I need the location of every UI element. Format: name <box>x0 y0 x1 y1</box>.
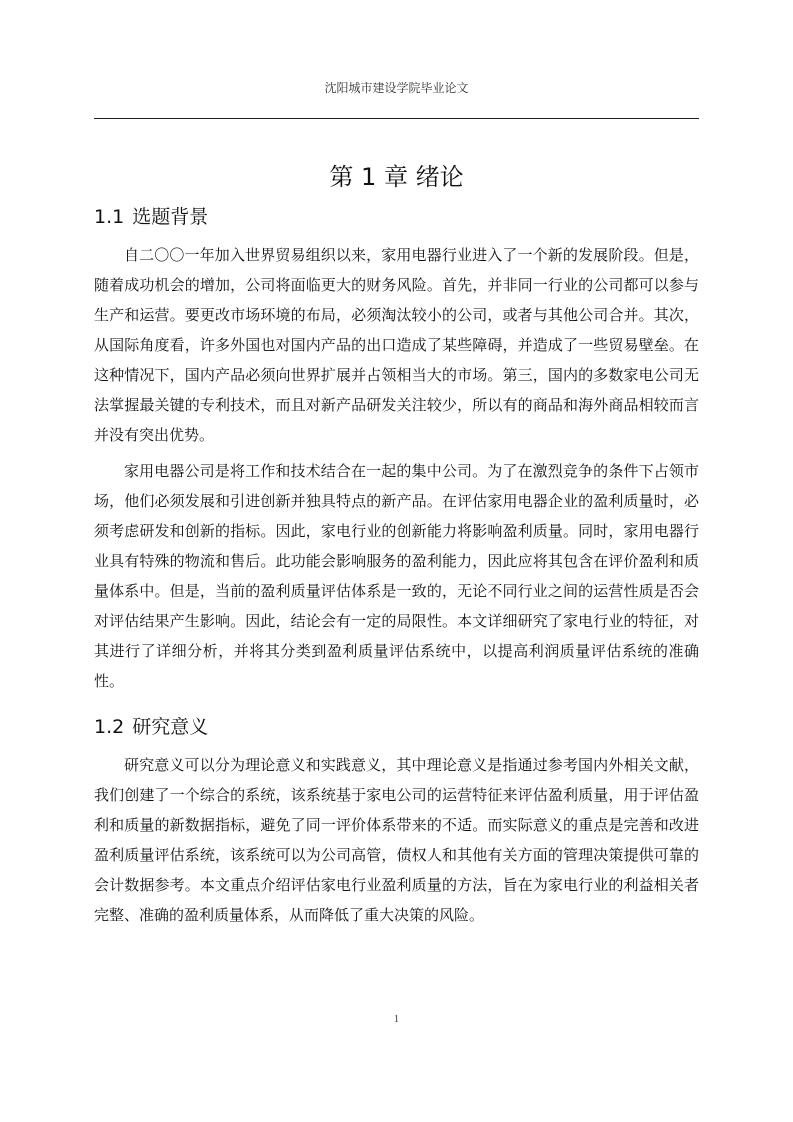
section-number: 1.2 <box>94 716 125 738</box>
section-title: 选题背景 <box>132 206 209 228</box>
chapter-title: 第 1 章 绪论 <box>329 163 464 191</box>
page-number: 1 <box>394 1014 399 1025</box>
section-title: 研究意义 <box>132 716 209 738</box>
section-heading-1-1 <box>94 203 699 231</box>
paragraph-background-1: 自二〇〇一年加入世界贸易组织以来，家用电器行业进入了一个新的发展阶段。但是，随着成功机会的增加，公司将面临更大的财务风险。首先，并非同一行业的公司都可以参与生产和运营。要更改市场环境的布局，必须淘汰较小的公司，或者与其他公司合并。其次，从国际角度看，许多外国也对国内产品的出口造成了某些障碍，并造成了一些贸易壁垒。在这种情况下，国内产品必须向世界扩展并占领相当大的市场。第三，国内的多数家电公司无法掌握最关键的专利技术，而且对新产品研发关注较少，所以有的商品和海外商品相较而言并没有突出优势。 <box>94 246 699 444</box>
paragraph-significance-1: 研究意义可以分为理论意义和实践意义，其中理论意义是指通过参考国内外相关文献，我们创建了一个综合的系统，该系统基于家电公司的运营特征来评估盈利质量，用于评估盈利和质量的新数据指标，避免了同一评价体系带来的不适。而实际意义的重点是完善和改进盈利质量评估系统，该系统可以为公司高管，债权人和其他有关方面的管理决策提供可靠的会计数据参考。本文重点介绍评估家电行业盈利质量的方法，旨在为家电行业的利益相关者完整、准确的盈利质量体系，从而降低了重大决策的风险。 <box>94 756 699 924</box>
section-number: 1.1 <box>94 206 125 228</box>
running-header: 沈阳城市建设学院毕业论文 <box>324 81 469 95</box>
paragraph-background-2: 家用电器公司是将工作和技术结合在一起的集中公司。为了在激烈竞争的条件下占领市场，他们必须发展和引进创新并独具特点的新产品。在评估家用电器企业的盈利质量时，必须考虑研发和创新的指标。因此，家电行业的创新能力将影响盈利质量。同时，家用电器行业具有特殊的物流和售后。此功能会影响服务的盈利能力，因此应将其包含在评价盈利和质量体系中。但是，当前的盈利质量评估体系是一致的，无论不同行业之间的运营性质是否会对评估结果产生影响。因此，结论会有一定的局限性。本文详细研究了家电行业的特征，对其进行了详细分析，并将其分类到盈利质量评估系统中，以提高利润质量评估系统的准确性。 <box>94 462 699 690</box>
header-divider <box>94 118 699 119</box>
section-heading-1-2 <box>94 713 699 741</box>
